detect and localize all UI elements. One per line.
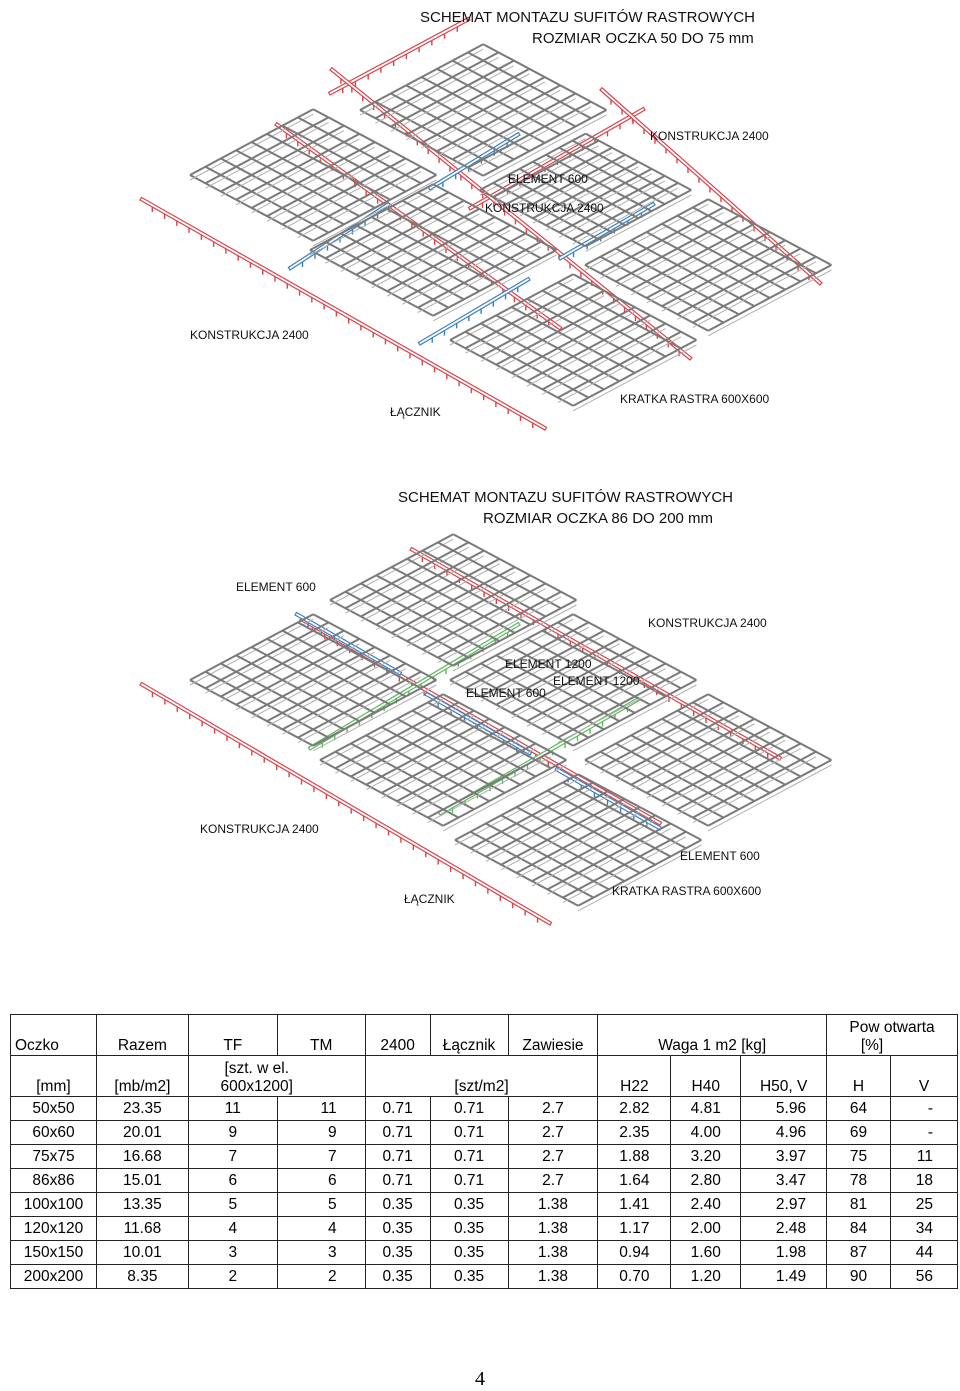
cell-h50v: 1.49: [741, 1265, 827, 1289]
assembly-diagram-1: [0, 0, 960, 460]
label-element-600: ELEMENT 600: [508, 172, 588, 186]
diagram2-subtitle: ROZMIAR OCZKA 86 DO 200 mm: [483, 510, 714, 527]
label-lacznik: ŁĄCZNIK: [390, 405, 441, 419]
label-konstrukcja-2400: KONSTRUKCJA 2400: [190, 328, 309, 342]
header-mbm2: [mb/m2]: [96, 1056, 188, 1097]
cell-zawiesie: 2.7: [508, 1121, 598, 1145]
cell-zawiesie: 2.7: [508, 1145, 598, 1169]
cell-pow-h: 75: [827, 1145, 891, 1169]
cell-razem: 15.01: [96, 1169, 188, 1193]
cell-h50v: 3.97: [741, 1145, 827, 1169]
raster-grid-tile: [190, 614, 436, 751]
cell-pow-v: 18: [890, 1169, 957, 1193]
raster-grid-tile: [585, 199, 831, 336]
cell-pow-v: -: [890, 1121, 957, 1145]
header-oczko: Oczko: [11, 1015, 97, 1056]
cell-zawiesie: 1.38: [508, 1241, 598, 1265]
cell-zawiesie: 1.38: [508, 1217, 598, 1241]
cell-h50v: 2.97: [741, 1193, 827, 1217]
cell-tm: 11: [277, 1097, 365, 1121]
label-kratka-rastra: KRATKA RASTRA 600X600: [612, 884, 762, 898]
table-header-row: [11, 1015, 958, 1056]
cell-oczko: 120x120: [11, 1217, 97, 1241]
header-szt-el-line1: [szt. w el.: [224, 1060, 290, 1077]
cell-pow-v: -: [890, 1097, 957, 1121]
cell-tf: 2: [188, 1265, 277, 1289]
header-waga: Waga 1 m2 [kg]: [598, 1015, 827, 1056]
cell-razem: 10.01: [96, 1241, 188, 1265]
header-h22: H22: [598, 1056, 671, 1097]
cell-pow-h: 87: [827, 1241, 891, 1265]
cell-h40: 2.40: [671, 1193, 741, 1217]
cell-tm: 2: [277, 1265, 365, 1289]
label-element-600: ELEMENT 600: [680, 849, 760, 863]
label-element-1200: ELEMENT 1200: [553, 674, 640, 688]
cell-tm: 9: [277, 1121, 365, 1145]
cell-zawiesie: 1.38: [508, 1265, 598, 1289]
header-pow-otwarta-line2: [%]: [860, 1037, 884, 1054]
label-element-1200: ELEMENT 1200: [505, 657, 592, 671]
cell-pow-v: 34: [890, 1217, 957, 1241]
cell-h40: 1.20: [671, 1265, 741, 1289]
cell-tm: 7: [277, 1145, 365, 1169]
cell-h40: 2.00: [671, 1217, 741, 1241]
cell-oczko: 86x86: [11, 1169, 97, 1193]
cell-tf: 11: [188, 1097, 277, 1121]
cell-pow-v: 25: [890, 1193, 957, 1217]
cell-h40: 2.80: [671, 1169, 741, 1193]
cell-pow-h: 84: [827, 1217, 891, 1241]
header-tf: TF: [188, 1015, 277, 1056]
assembly-diagram-2: [0, 470, 960, 950]
cell-tm: 6: [277, 1169, 365, 1193]
diagram-mesh-50-75: [0, 0, 960, 460]
table-subheader-row: [11, 1056, 958, 1097]
header-pow-otwarta-line1: Pow otwarta: [849, 1019, 935, 1036]
specification-table: [10, 1014, 958, 1289]
page-number: 4: [475, 1368, 485, 1390]
table-row: [11, 1121, 958, 1145]
table-row: [11, 1169, 958, 1193]
cell-2400: 0.71: [365, 1121, 430, 1145]
header-szt-el: [188, 1056, 365, 1097]
cell-oczko: 150x150: [11, 1241, 97, 1265]
cell-pow-v: 11: [890, 1145, 957, 1169]
diagram1-subtitle: ROZMIAR OCZKA 50 DO 75 mm: [532, 30, 754, 47]
header-lacznik: Łącznik: [430, 1015, 508, 1056]
cell-h50v: 2.48: [741, 1217, 827, 1241]
raster-grid-tile: [480, 134, 691, 252]
cell-razem: 16.68: [96, 1145, 188, 1169]
cell-tf: 3: [188, 1241, 277, 1265]
cell-h22: 2.35: [598, 1121, 671, 1145]
cell-2400: 0.71: [365, 1097, 430, 1121]
cell-lacznik: 0.35: [430, 1241, 508, 1265]
raster-grid-tile: [190, 109, 436, 246]
header-zawiesie: Zawiesie: [508, 1015, 598, 1056]
header-h: H: [827, 1056, 891, 1097]
cell-razem: 8.35: [96, 1265, 188, 1289]
cell-pow-h: 90: [827, 1265, 891, 1289]
cell-oczko: 75x75: [11, 1145, 97, 1169]
cell-2400: 0.35: [365, 1193, 430, 1217]
cell-h50v: 3.47: [741, 1169, 827, 1193]
cell-2400: 0.35: [365, 1241, 430, 1265]
cell-zawiesie: 2.7: [508, 1097, 598, 1121]
cell-h40: 4.00: [671, 1121, 741, 1145]
label-konstrukcja-2400: KONSTRUKCJA 2400: [648, 616, 767, 630]
cell-razem: 23.35: [96, 1097, 188, 1121]
cell-h22: 1.64: [598, 1169, 671, 1193]
cell-zawiesie: 2.7: [508, 1169, 598, 1193]
label-element-600: ELEMENT 600: [236, 580, 316, 594]
table-body: [11, 1097, 958, 1289]
cell-pow-h: 64: [827, 1097, 891, 1121]
cell-2400: 0.35: [365, 1217, 430, 1241]
raster-grid-tile: [450, 274, 696, 411]
raster-grid-tile: [360, 44, 606, 181]
header-tm: TM: [277, 1015, 365, 1056]
cell-lacznik: 0.71: [430, 1121, 508, 1145]
cell-pow-h: 78: [827, 1169, 891, 1193]
cell-h22: 1.88: [598, 1145, 671, 1169]
label-lacznik: ŁĄCZNIK: [404, 892, 455, 906]
table-row: [11, 1241, 958, 1265]
cell-tm: 3: [277, 1241, 365, 1265]
diagram-mesh-86-200: [0, 470, 960, 950]
header-pow-otwarta: [827, 1015, 958, 1056]
table-row: [11, 1217, 958, 1241]
header-razem: Razem: [96, 1015, 188, 1056]
cell-h50v: 1.98: [741, 1241, 827, 1265]
cell-lacznik: 0.35: [430, 1217, 508, 1241]
label-element-600: ELEMENT 600: [466, 686, 546, 700]
cell-h22: 2.82: [598, 1097, 671, 1121]
header-mm: [mm]: [11, 1056, 97, 1097]
cell-pow-h: 81: [827, 1193, 891, 1217]
diagram2-title: SCHEMAT MONTAZU SUFITÓW RASTROWYCH: [398, 489, 733, 506]
cell-lacznik: 0.35: [430, 1265, 508, 1289]
cell-h50v: 4.96: [741, 1121, 827, 1145]
cell-h22: 0.70: [598, 1265, 671, 1289]
table-row: [11, 1145, 958, 1169]
header-2400: 2400: [365, 1015, 430, 1056]
table-row: [11, 1193, 958, 1217]
cell-h22: 1.41: [598, 1193, 671, 1217]
cell-pow-v: 56: [890, 1265, 957, 1289]
table-row: [11, 1097, 958, 1121]
label-konstrukcja-2400: KONSTRUKCJA 2400: [200, 822, 319, 836]
cell-pow-v: 44: [890, 1241, 957, 1265]
raster-grid-tile: [585, 694, 831, 831]
cell-h22: 0.94: [598, 1241, 671, 1265]
cell-2400: 0.71: [365, 1169, 430, 1193]
cell-oczko: 50x50: [11, 1097, 97, 1121]
diagram1-title: SCHEMAT MONTAZU SUFITÓW RASTROWYCH: [420, 9, 755, 26]
cell-oczko: 200x200: [11, 1265, 97, 1289]
cell-lacznik: 0.71: [430, 1169, 508, 1193]
header-h40: H40: [671, 1056, 741, 1097]
cell-razem: 11.68: [96, 1217, 188, 1241]
cell-2400: 0.71: [365, 1145, 430, 1169]
label-kratka-rastra: KRATKA RASTRA 600X600: [620, 392, 770, 406]
cell-h40: 4.81: [671, 1097, 741, 1121]
cell-oczko: 100x100: [11, 1193, 97, 1217]
cell-lacznik: 0.71: [430, 1145, 508, 1169]
label-konstrukcja-2400: KONSTRUKCJA 2400: [650, 129, 769, 143]
cell-tf: 6: [188, 1169, 277, 1193]
cell-h40: 1.60: [671, 1241, 741, 1265]
cell-tf: 9: [188, 1121, 277, 1145]
cell-lacznik: 0.71: [430, 1097, 508, 1121]
header-h50v: H50, V: [741, 1056, 827, 1097]
header-v: V: [890, 1056, 957, 1097]
cell-tf: 4: [188, 1217, 277, 1241]
cell-tm: 4: [277, 1217, 365, 1241]
cell-pow-h: 69: [827, 1121, 891, 1145]
label-konstrukcja-2400: KONSTRUKCJA 2400: [485, 201, 604, 215]
cell-tf: 5: [188, 1193, 277, 1217]
cell-lacznik: 0.35: [430, 1193, 508, 1217]
cell-razem: 20.01: [96, 1121, 188, 1145]
cell-tm: 5: [277, 1193, 365, 1217]
cell-razem: 13.35: [96, 1193, 188, 1217]
cell-h50v: 5.96: [741, 1097, 827, 1121]
cell-oczko: 60x60: [11, 1121, 97, 1145]
header-szt-m2: [szt/m2]: [365, 1056, 598, 1097]
cell-tf: 7: [188, 1145, 277, 1169]
cell-h22: 1.17: [598, 1217, 671, 1241]
header-szt-el-line2: 600x1200]: [220, 1078, 293, 1095]
cell-h40: 3.20: [671, 1145, 741, 1169]
cell-2400: 0.35: [365, 1265, 430, 1289]
cell-zawiesie: 1.38: [508, 1193, 598, 1217]
table-row: [11, 1265, 958, 1289]
